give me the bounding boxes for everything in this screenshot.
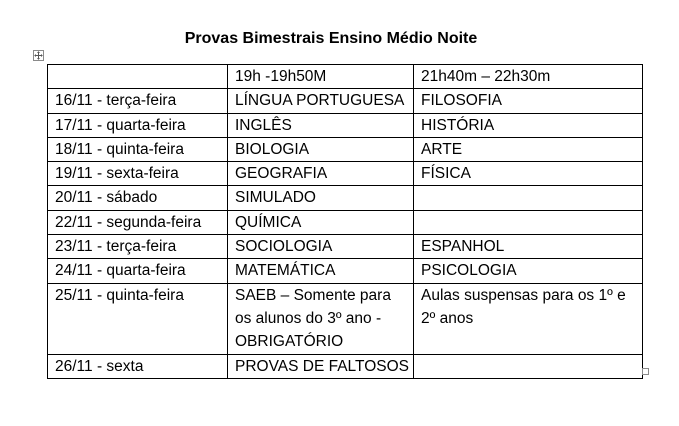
first-period-cell: PROVAS DE FALTOSOS: [228, 354, 414, 378]
header-cell-first-period: 19h -19h50M: [228, 65, 414, 89]
date-cell: 23/11 - terça-feira: [48, 235, 228, 259]
table-row: [48, 354, 643, 378]
second-period-cell: [414, 210, 643, 234]
date-cell: 18/11 - quinta-feira: [48, 137, 228, 161]
header-cell-second-period: 21h40m – 22h30m: [414, 65, 643, 89]
move-arrows-icon: [34, 51, 43, 60]
second-period-cell: Aulas suspensas para os 1º e 2º anos: [414, 283, 643, 354]
first-period-cell: QUÍMICA: [228, 210, 414, 234]
second-period-cell: [414, 354, 643, 378]
first-period-cell: GEOGRAFIA: [228, 162, 414, 186]
table-row: [48, 186, 643, 210]
document-title: Provas Bimestrais Ensino Médio Noite: [184, 30, 478, 47]
date-cell: 19/11 - sexta-feira: [48, 162, 228, 186]
table-row: [48, 162, 643, 186]
first-period-cell: BIOLOGIA: [228, 137, 414, 161]
table-row: [48, 113, 643, 137]
table-row: [48, 283, 643, 354]
second-period-cell: ARTE: [414, 137, 643, 161]
table-header-row: [48, 65, 643, 89]
date-cell: 22/11 - segunda-feira: [48, 210, 228, 234]
header-cell-date: [48, 65, 228, 89]
exam-schedule-table: [47, 64, 643, 379]
date-cell: 16/11 - terça-feira: [48, 89, 228, 113]
second-period-cell: PSICOLOGIA: [414, 259, 643, 283]
table-row: [48, 259, 643, 283]
date-cell: 24/11 - quarta-feira: [48, 259, 228, 283]
second-period-cell: FILOSOFIA: [414, 89, 643, 113]
first-period-cell: SIMULADO: [228, 186, 414, 210]
table-resize-handle-icon[interactable]: [642, 368, 649, 375]
date-cell: 17/11 - quarta-feira: [48, 113, 228, 137]
table-move-handle-icon[interactable]: [33, 50, 44, 61]
date-cell: 26/11 - sexta: [48, 354, 228, 378]
second-period-cell: ESPANHOL: [414, 235, 643, 259]
table-row: [48, 137, 643, 161]
first-period-cell: LÍNGUA PORTUGUESA: [228, 89, 414, 113]
table-row: [48, 235, 643, 259]
second-period-cell: HISTÓRIA: [414, 113, 643, 137]
table-row: [48, 210, 643, 234]
second-period-cell: [414, 186, 643, 210]
second-period-cell: FÍSICA: [414, 162, 643, 186]
date-cell: 20/11 - sábado: [48, 186, 228, 210]
first-period-cell: INGLÊS: [228, 113, 414, 137]
first-period-cell: SAEB – Somente para os alunos do 3º ano - OBRIGATÓRIO: [228, 283, 414, 354]
first-period-cell: MATEMÁTICA: [228, 259, 414, 283]
table-row: [48, 89, 643, 113]
first-period-cell: SOCIOLOGIA: [228, 235, 414, 259]
date-cell: 25/11 - quinta-feira: [48, 283, 228, 354]
